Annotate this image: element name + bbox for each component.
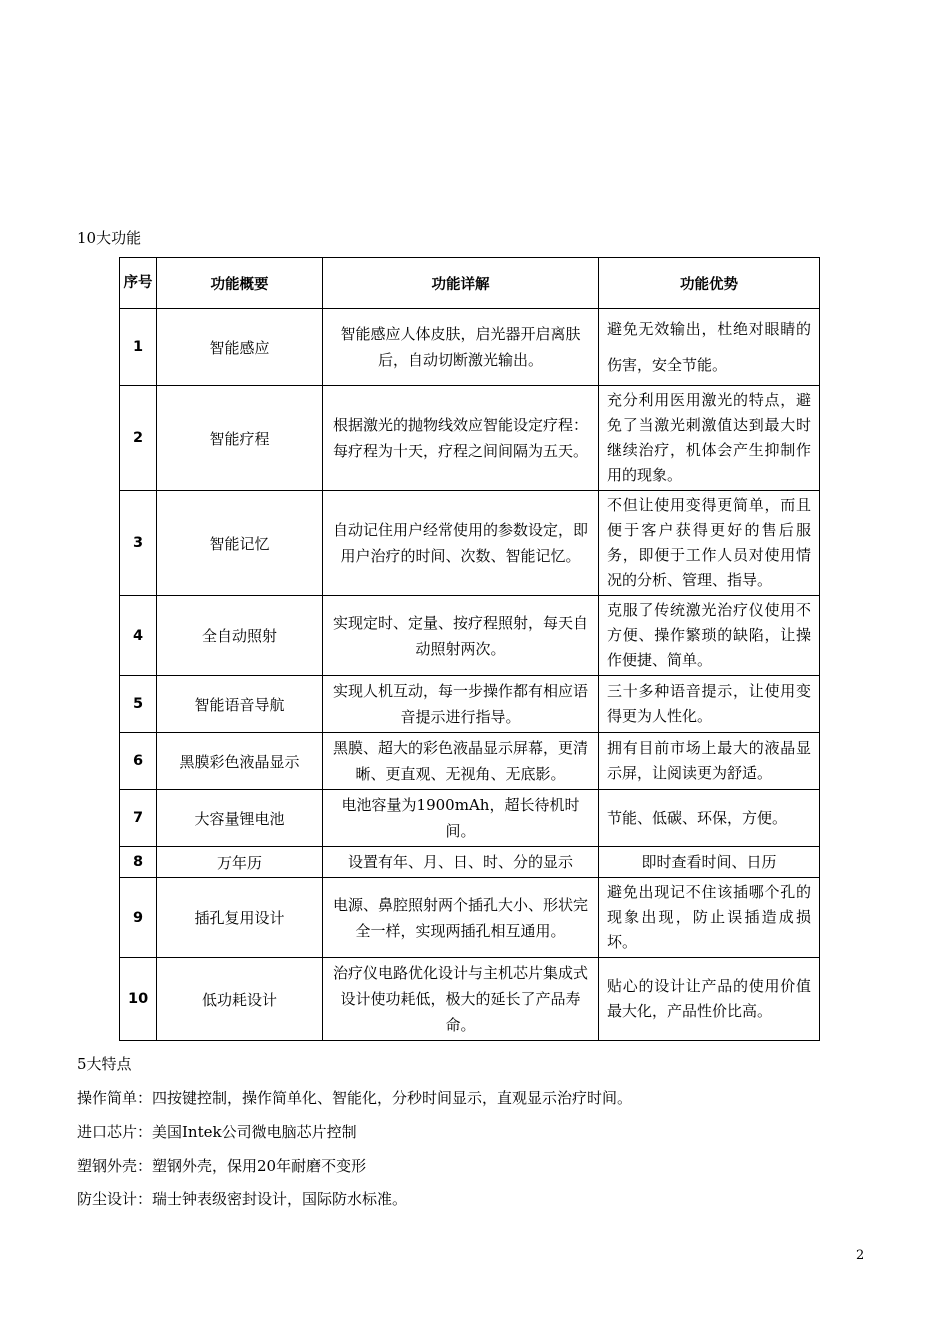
- function-table: [119, 257, 820, 1041]
- table-header-row: [120, 258, 820, 309]
- row-no: 6: [120, 733, 157, 790]
- table-row: [120, 733, 820, 790]
- row-advantage: 避免无效输出，杜绝对眼睛的伤害，安全节能。: [599, 309, 820, 386]
- row-no: 10: [120, 958, 157, 1041]
- row-name: 大容量锂电池: [157, 790, 323, 847]
- row-detail: 治疗仪电路优化设计与主机芯片集成式设计使功耗低，极大的延长了产品寿命。: [323, 958, 599, 1041]
- row-advantage: 即时查看时间、日历: [599, 847, 820, 878]
- row-no: 8: [120, 847, 157, 878]
- row-detail: 电池容量为1900mAh，超长待机时间。: [323, 790, 599, 847]
- row-name: 全自动照射: [157, 596, 323, 676]
- table-row: [120, 491, 820, 596]
- feature-item: 操作简单：四按键控制，操作简单化、智能化，分秒时间显示，直观显示治疗时间。: [77, 1089, 633, 1107]
- row-name: 智能语音导航: [157, 676, 323, 733]
- page-number: 2: [856, 1248, 865, 1263]
- header-no: 序号: [120, 258, 157, 309]
- header-name: 功能概要: [157, 258, 323, 309]
- row-no: 9: [120, 878, 157, 958]
- header-advantage: 功能优势: [599, 258, 820, 309]
- row-name: 智能感应: [157, 309, 323, 386]
- row-advantage: 克服了传统激光治疗仪使用不方便、操作繁琐的缺陷，让操作便捷、简单。: [599, 596, 820, 676]
- feature-item: 塑钢外壳：塑钢外壳，保用20年耐磨不变形: [77, 1157, 367, 1175]
- row-name: 插孔复用设计: [157, 878, 323, 958]
- row-no: 2: [120, 386, 157, 491]
- row-detail: 智能感应人体皮肤，启光器开启离肤后，自动切断激光输出。: [323, 309, 599, 386]
- table-row: [120, 676, 820, 733]
- row-detail: 黑膜、超大的彩色液晶显示屏幕，更清晰、更直观、无视角、无底影。: [323, 733, 599, 790]
- row-advantage: 节能、低碳、环保，方便。: [599, 790, 820, 847]
- table-row: [120, 958, 820, 1041]
- section-title-functions: 10大功能: [77, 229, 142, 247]
- row-advantage: 贴心的设计让产品的使用价值最大化，产品性价比高。: [599, 958, 820, 1041]
- row-name: 万年历: [157, 847, 323, 878]
- row-advantage: 避免出现记不住该插哪个孔的现象出现，防止误插造成损坏。: [599, 878, 820, 958]
- row-name: 低功耗设计: [157, 958, 323, 1041]
- row-advantage: 充分利用医用激光的特点，避免了当激光刺激值达到最大时继续治疗，机体会产生抑制作用的现象。: [599, 386, 820, 491]
- table-row: [120, 386, 820, 491]
- row-detail: 根据激光的抛物线效应智能设定疗程：每疗程为十天，疗程之间间隔为五天。: [323, 386, 599, 491]
- table-row: [120, 847, 820, 878]
- row-detail: 设置有年、月、日、时、分的显示: [323, 847, 599, 878]
- header-detail: 功能详解: [323, 258, 599, 309]
- row-name: 智能记忆: [157, 491, 323, 596]
- row-no: 5: [120, 676, 157, 733]
- feature-item: 防尘设计：瑞士钟表级密封设计，国际防水标准。: [77, 1190, 408, 1208]
- row-detail: 电源、鼻腔照射两个插孔大小、形状完全一样，实现两插孔相互通用。: [323, 878, 599, 958]
- row-no: 4: [120, 596, 157, 676]
- feature-item: 进口芯片：美国Intek公司微电脑芯片控制: [77, 1123, 357, 1141]
- row-name: 黑膜彩色液晶显示: [157, 733, 323, 790]
- row-advantage: 三十多种语音提示，让使用变得更为人性化。: [599, 676, 820, 733]
- table-row: [120, 790, 820, 847]
- row-no: 7: [120, 790, 157, 847]
- row-no: 3: [120, 491, 157, 596]
- row-detail: 自动记住用户经常使用的参数设定，即用户治疗的时间、次数、智能记忆。: [323, 491, 599, 596]
- row-detail: 实现人机互动，每一步操作都有相应语音提示进行指导。: [323, 676, 599, 733]
- row-advantage: 不但让使用变得更简单，而且便于客户获得更好的售后服务，即便于工作人员对使用情况的分析、管理、指导。: [599, 491, 820, 596]
- table-row: [120, 309, 820, 386]
- table-row: [120, 878, 820, 958]
- row-detail: 实现定时、定量、按疗程照射，每天自动照射两次。: [323, 596, 599, 676]
- section-title-features: 5大特点: [77, 1055, 132, 1073]
- row-no: 1: [120, 309, 157, 386]
- row-name: 智能疗程: [157, 386, 323, 491]
- row-advantage: 拥有目前市场上最大的液晶显示屏，让阅读更为舒适。: [599, 733, 820, 790]
- table-row: [120, 596, 820, 676]
